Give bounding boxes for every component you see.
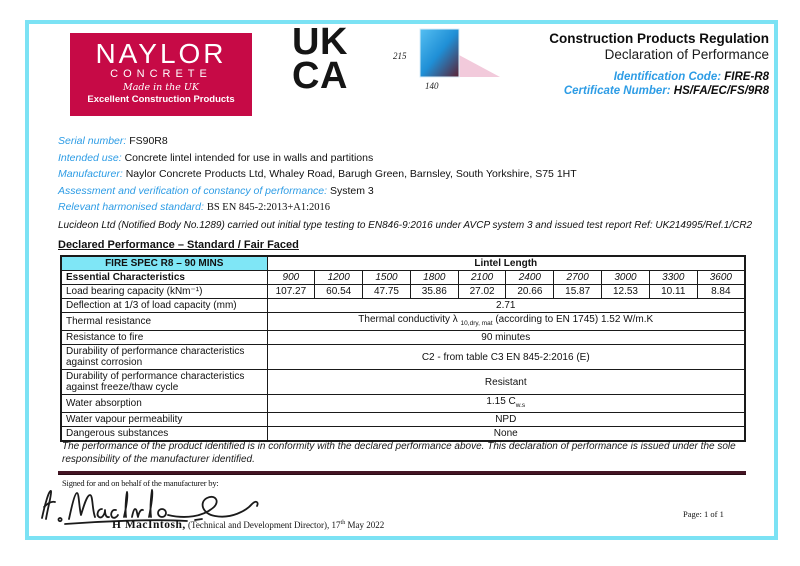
row-label: Water vapour permeability xyxy=(61,413,267,427)
table-row xyxy=(61,285,745,299)
avcp-label: Assessment and verification of constancy of performance: xyxy=(58,184,328,197)
length-cell: 1500 xyxy=(363,271,411,285)
serial-number-line xyxy=(58,136,758,147)
logo-strapline-text: Excellent Construction Products xyxy=(87,94,235,105)
load-bearing-cell: 47.75 xyxy=(363,285,411,299)
load-bearing-cell: 60.54 xyxy=(315,285,363,299)
serial-number-value: FS90R8 xyxy=(129,135,168,147)
row-label: Dangerous substances xyxy=(61,427,267,442)
length-cell: 2700 xyxy=(554,271,602,285)
load-bearing-cell: 107.27 xyxy=(267,285,315,299)
logo-subname-text: CONCRETE xyxy=(110,68,212,80)
row-value xyxy=(267,313,745,331)
length-cell: 2100 xyxy=(458,271,506,285)
certificate-number-label: Certificate Number: xyxy=(563,85,671,97)
ukca-mark-icon xyxy=(292,21,348,97)
manufacturer-label: Manufacturer: xyxy=(58,168,123,180)
harmonised-standard-value: BS EN 845-2:2013+A1:2016 xyxy=(206,202,331,213)
table-row xyxy=(61,299,745,313)
table-row xyxy=(61,370,745,395)
avcp-value: System 3 xyxy=(329,184,374,197)
lintel-height-label: 215 xyxy=(393,51,407,61)
identification-code-value: FIRE-R8 xyxy=(724,71,769,83)
manufacturer-value: Naylor Concrete Products Ltd, Whaley Road, Barugh Green, Barnsley, South Yorkshire, S75 1HT xyxy=(125,168,577,180)
row-label: Thermal resistance xyxy=(61,313,267,331)
product-details-block xyxy=(58,136,758,251)
thermal-value-pre: Thermal conductivity λ xyxy=(358,314,461,325)
thermal-value-sub: 10,dry, mat xyxy=(460,320,493,327)
load-bearing-cell: 8.84 xyxy=(697,285,745,299)
length-cell: 3600 xyxy=(697,271,745,285)
row-label: Durability of performance characteristics against freeze/thaw cycle xyxy=(61,370,267,395)
intended-use-label: Intended use: xyxy=(58,151,122,164)
length-cell: 3300 xyxy=(649,271,697,285)
load-bearing-cell: 12.53 xyxy=(602,285,650,299)
avcp-line xyxy=(58,186,758,197)
load-bearing-cell: 15.87 xyxy=(554,285,602,299)
page-number: Page: 1 of 1 xyxy=(683,509,724,519)
naylor-logo xyxy=(70,33,252,116)
document-subtitle: Declaration of Performance xyxy=(604,47,769,62)
load-bearing-cell: 10.11 xyxy=(649,285,697,299)
serial-number-label: Serial number: xyxy=(58,135,127,147)
row-value: NPD xyxy=(267,413,745,427)
table-row xyxy=(61,395,745,413)
load-bearing-cell: 27.02 xyxy=(458,285,506,299)
row-value xyxy=(267,395,745,413)
date-superscript: th xyxy=(340,520,346,526)
certificate-number-line xyxy=(549,84,769,98)
table-row xyxy=(61,313,745,331)
load-bearing-label-cell: Load bearing capacity (kNm⁻¹) xyxy=(61,285,267,299)
signatory-line xyxy=(112,519,384,531)
declared-performance-table xyxy=(60,255,746,442)
row-label: Durability of performance characteristics against corrosion xyxy=(61,345,267,370)
identification-code-label: Identification Code: xyxy=(613,71,722,83)
certificate-number-value: HS/FA/EC/FS/9R8 xyxy=(673,85,769,97)
lintel-width-label: 140 xyxy=(425,81,439,91)
row-value: None xyxy=(267,427,745,442)
lintel-cross-section-icon xyxy=(401,26,531,92)
certificate-page xyxy=(25,20,778,540)
lintel-length-header-cell: Lintel Length xyxy=(267,256,745,271)
length-cell: 3000 xyxy=(602,271,650,285)
length-cell: 2400 xyxy=(506,271,554,285)
table-row xyxy=(61,427,745,442)
thermal-value-post: (according to EN 1745) 1.52 W/m.K xyxy=(492,314,654,325)
ukca-top-text: UK xyxy=(292,21,348,63)
conformity-statement: The performance of the product identified is in conformity with the declared performance above. This declaration of performance is issued under the sole responsibility of the manufacturer identified. xyxy=(62,441,736,465)
header-title-block xyxy=(549,31,769,98)
length-cell: 1800 xyxy=(410,271,458,285)
table-row xyxy=(61,256,745,271)
row-value: 90 minutes xyxy=(267,331,745,345)
table-row xyxy=(61,345,745,370)
length-cell: 1200 xyxy=(315,271,363,285)
declared-performance-heading: Declared Performance – Standard / Fair Faced xyxy=(58,238,299,251)
harmonised-standard-line xyxy=(58,202,758,214)
row-label: Deflection at 1/3 of load capacity (mm) xyxy=(61,299,267,313)
harmonised-standard-label: Relevant harmonised standard: xyxy=(58,201,204,213)
water-absorption-value: 1.15 C xyxy=(486,396,516,407)
ukca-bottom-text: CA xyxy=(292,55,348,97)
intended-use-line xyxy=(58,153,758,164)
logo-name-text: NAYLOR xyxy=(95,38,227,69)
essential-characteristics-cell: Essential Characteristics xyxy=(61,271,267,285)
signature-date: May 2022 xyxy=(345,520,385,530)
row-value: 2.71 xyxy=(267,299,745,313)
row-label: Water absorption xyxy=(61,395,267,413)
signatory-role: (Technical and Development Director), 17 xyxy=(185,520,341,530)
water-absorption-sub: w.s xyxy=(515,402,526,409)
table-row xyxy=(61,413,745,427)
logo-tagline-text: Made in the UK xyxy=(123,82,199,93)
load-bearing-cell: 35.86 xyxy=(410,285,458,299)
signed-label: Signed for and on behalf of the manufacturer by: xyxy=(62,478,219,488)
table-row xyxy=(61,271,745,285)
manufacturer-line xyxy=(58,169,758,180)
row-value: C2 - from table C3 EN 845-2:2016 (E) xyxy=(267,345,745,370)
row-label: Resistance to fire xyxy=(61,331,267,345)
notified-body-note: Lucideon Ltd (Notified Body No.1289) carried out initial type testing to EN846-9:2016 under AVCP system 3 and issued test report Ref: UK214995/Ref.1/CR2 xyxy=(58,219,753,231)
signatory-name: H MacIntosh, xyxy=(112,519,186,531)
identification-code-line xyxy=(549,70,769,84)
footer-divider xyxy=(58,471,746,475)
row-value: Resistant xyxy=(267,370,745,395)
length-cell: 900 xyxy=(267,271,315,285)
intended-use-value: Concrete lintel intended for use in walls and partitions xyxy=(124,151,374,164)
load-bearing-cell: 20.66 xyxy=(506,285,554,299)
table-row xyxy=(61,331,745,345)
fire-spec-header-cell: FIRE SPEC R8 – 90 MINS xyxy=(61,256,267,271)
document-title: Construction Products Regulation xyxy=(549,31,769,46)
